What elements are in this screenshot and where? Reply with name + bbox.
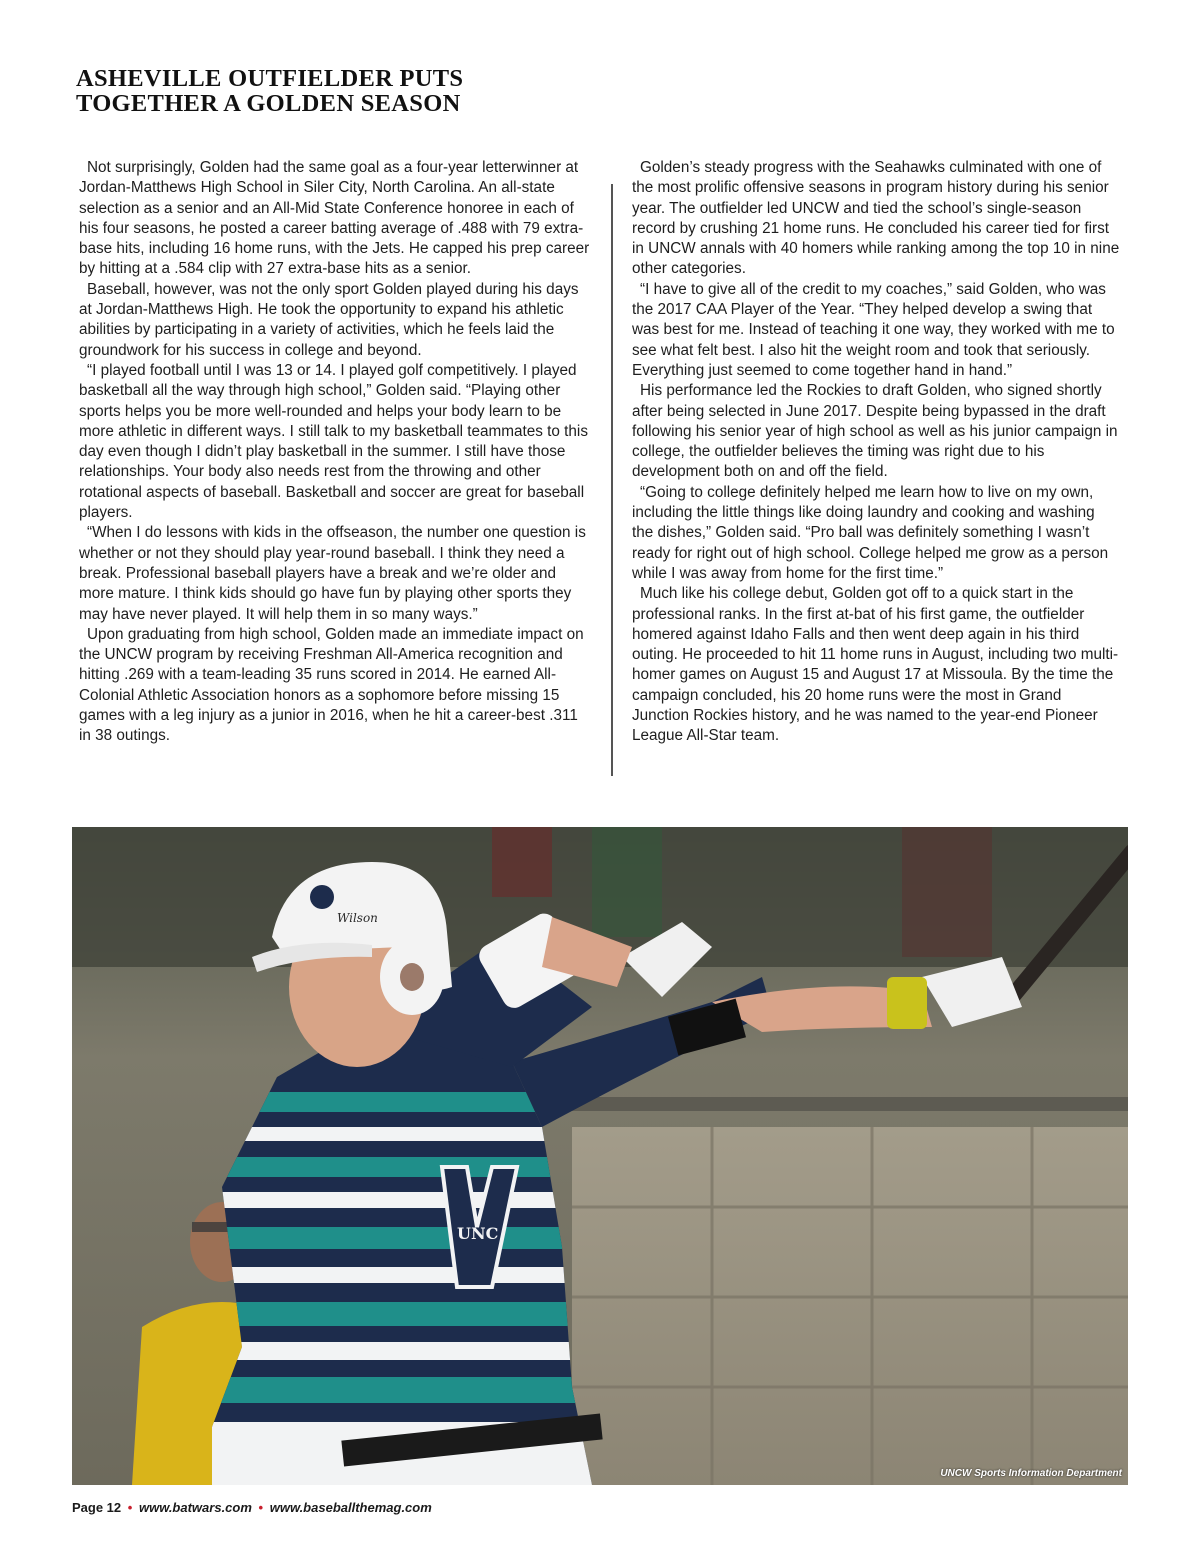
crowd-accent <box>592 827 662 937</box>
footer-separator: • <box>127 1500 133 1515</box>
website-link-baseballthemag[interactable]: www.baseballthemag.com <box>269 1500 432 1515</box>
photo-credit: UNCW Sports Information Department <box>940 1468 1122 1479</box>
headline-line-1: ASHEVILLE OUTFIELDER PUTS <box>76 65 464 92</box>
batter-illustration <box>72 827 1128 1485</box>
helmet-brand: Wilson <box>337 911 378 925</box>
paragraph: “I have to give all of the credit to my coaches,” said Golden, who was the 2017 CAA Player of the Year. “They helped develop a swing that was best for me. Instead of teaching it one way, they worked with me to see what felt best. I also hit the weight room and took that seriously. Everything just seemed to come together hand in hand.” <box>632 280 1115 379</box>
column-divider <box>611 184 613 776</box>
concrete-wall <box>572 1127 1128 1485</box>
crowd-accent <box>492 827 552 897</box>
paragraph: His performance led the Rockies to draft Golden, who signed shortly after being selected in June 2017. Despite being bypassed in the draft following his senior year of high school as well as his junior campaign in college, the outfielder believes the timing was right due to his development both on and off the field. <box>632 382 1118 481</box>
left-column <box>79 158 592 747</box>
paragraph: Much like his college debut, Golden got off to a quick start in the professional ranks. In the first at-bat of his first game, the outfielder homered against Idaho Falls and then went deep again in his third outing. He proceeded to hit 11 home runs in August, including two multi-homer games on August 15 and August 17 at Missoula. By the time the campaign concluded, his 20 home runs were the most in Grand Junction Rockies history, and he was named to the year-end Pioneer League All-Star team. <box>632 585 1119 745</box>
right-column <box>632 158 1120 747</box>
paragraph: “Going to college definitely helped me learn how to live on my own, including the little things like doing laundry and cooking and washing the dishes,” Golden said. “Pro ball was definitely something I wasn’t ready for right out of high school. College helped me grow as a person while I was away from home for the first time.” <box>632 483 1109 582</box>
ear-hole <box>400 963 424 991</box>
headline-line-2: TOGETHER A GOLDEN SEASON <box>76 90 461 117</box>
page-number: Page 12 <box>72 1500 122 1515</box>
paragraph: Not surprisingly, Golden had the same goal as a four-year letterwinner at Jordan-Matthews High School in Siler City, North Carolina. An all-state selection as a senior and an All-Mid State Conference honoree in each of his four seasons, he posted a career batting average of .488 with 79 extra-base hits, including 16 home runs, with the Jets. He capped his prep career by hitting at a .584 clip with 27 extra-base hits as a senior. <box>79 159 590 278</box>
paragraph: “I played football until I was 13 or 14. I played golf competitively. I played basketball all the way through high school,” Golden said. “Playing other sports helps you be more well-rounded and helps your body learn to be more athletic in different ways. I still talk to my basketball teammates to this day even though I didn’t play basketball in the summer. I still have those relationships. Your body also needs rest from the throwing and other rotational aspects of baseball. Basketball and soccer are great for baseball players. <box>79 361 588 522</box>
website-link-batwars[interactable]: www.batwars.com <box>138 1500 252 1515</box>
paragraph: “When I do lessons with kids in the offseason, the number one question is whether or not they should play year-round baseball. I think they need a break. Professional baseball players have a break and we’re older and more mature. I think kids should go have fun by playing other sports they may have never played. It will help them in so many ways.” <box>79 524 586 623</box>
paragraph: Golden’s steady progress with the Seahawks culminated with one of the most prolific offensive seasons in program history during his senior year. The outfielder led UNCW and tied the school’s single-season record by crushing 21 home runs. He concluded his career tied for first in UNCW annals with 40 homers while ranking among the top 10 in nine other categories. <box>632 159 1120 278</box>
stadium-rail <box>572 1097 1128 1111</box>
player-photo <box>72 827 1128 1485</box>
footer-separator: • <box>258 1500 264 1515</box>
jersey-letters: UNC <box>457 1224 499 1243</box>
wristband <box>887 977 927 1029</box>
article-headline <box>76 66 676 116</box>
paragraph: Upon graduating from high school, Golden made an immediate impact on the UNCW program by receiving Freshman All-America recognition and hitting .269 with a team-leading 35 runs scored in 2014. He earned All-Colonial Athletic Association honors as a sophomore before missing 15 games with a leg injury as a junior in 2016, when he hit a career-best .311 in 38 outings. <box>79 625 584 745</box>
page-footer <box>72 1500 432 1515</box>
paragraph: Baseball, however, was not the only sport Golden played during his days at Jordan-Matthews High. He took the opportunity to expand his athletic abilities by participating in a variety of activities, which he feels laid the groundwork for his success in college and beyond. <box>79 280 579 359</box>
helmet-logo <box>310 885 334 909</box>
crowd-accent <box>902 827 992 957</box>
